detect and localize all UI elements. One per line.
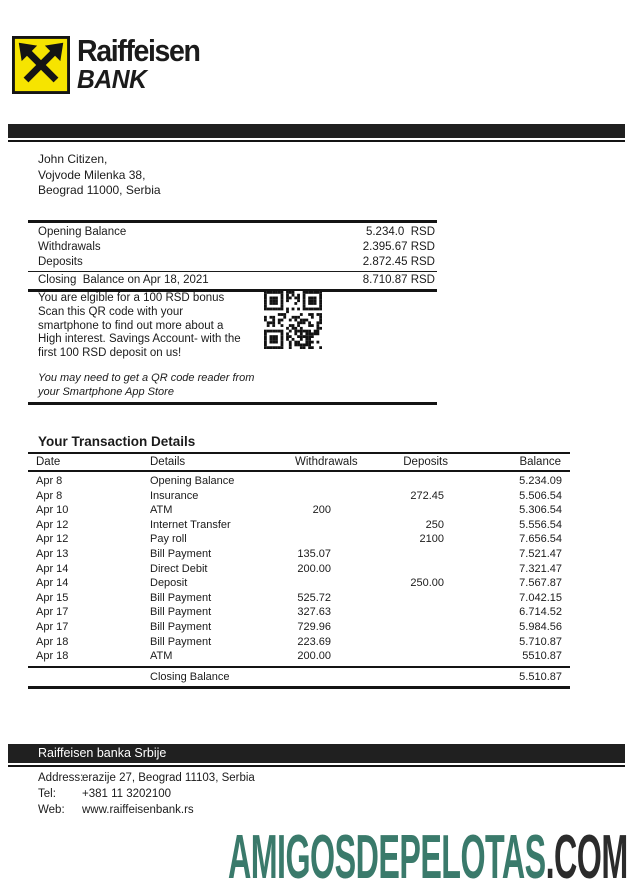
transaction-row xyxy=(28,635,570,650)
note-line: You may need to get a QR code reader from xyxy=(38,372,255,384)
transaction-cell-date: Apr 12 xyxy=(36,533,69,546)
transaction-row xyxy=(28,591,570,606)
section-divider-line xyxy=(28,402,437,405)
summary-value: 5.234.0 RSD xyxy=(365,226,435,238)
transaction-cell-details: Deposit xyxy=(150,577,188,590)
closing-balance-value: 5.510.87 xyxy=(519,670,562,683)
transactions-title: Your Transaction Details xyxy=(38,434,196,449)
transaction-cell-withdrawals: 729.96 xyxy=(297,620,331,633)
transactions-closing-section xyxy=(28,666,570,689)
promo-line: first 100 RSD deposit on us! xyxy=(38,347,182,360)
transaction-row xyxy=(28,620,570,635)
transaction-cell-date: Apr 14 xyxy=(36,562,69,575)
summary-label: Deposits xyxy=(38,256,83,268)
summary-label: Withdrawals xyxy=(38,241,101,253)
summary-value: 2.395.67 RSD xyxy=(362,241,435,253)
transactions-closing-row xyxy=(28,668,570,686)
transaction-cell-date: Apr 8 xyxy=(36,475,63,487)
watermark-site: AMIGOSDEPELOTAS xyxy=(228,823,546,892)
transaction-cell-balance: 5.710.87 xyxy=(519,635,562,648)
qr-reader-note xyxy=(38,372,254,399)
transactions-header-row xyxy=(28,454,570,472)
transaction-cell-withdrawals: 525.72 xyxy=(297,591,331,604)
transaction-cell-details: ATM xyxy=(150,504,173,517)
note-line: your Smartphone App Store xyxy=(38,385,174,398)
header-divider-bar xyxy=(8,124,625,138)
promo-line: smartphone to find out more about a xyxy=(38,319,224,332)
transaction-cell-withdrawals: 135.07 xyxy=(297,547,331,560)
transaction-cell-deposits xyxy=(347,547,448,562)
transaction-cell-balance: 5.556.54 xyxy=(519,518,562,531)
transaction-cell-details: Pay roll xyxy=(150,533,187,546)
transaction-cell-withdrawals xyxy=(279,576,331,591)
transaction-cell-details: Bill Payment xyxy=(150,606,212,619)
col-header-details: Details xyxy=(150,456,186,468)
summary-row-withdrawals xyxy=(28,240,437,255)
transaction-cell-balance: 5.984.56 xyxy=(519,620,562,633)
transaction-cell-date: Apr 14 xyxy=(36,577,69,590)
transaction-cell-details: Internet Transfer xyxy=(150,518,231,531)
transaction-cell-balance: 5.234.09 xyxy=(519,475,562,487)
transaction-row xyxy=(28,576,570,591)
transaction-cell-deposits xyxy=(347,562,448,577)
customer-street: Vojvode Milenka 38, xyxy=(38,167,146,182)
closing-balance-label: Closing Balance xyxy=(150,670,230,683)
brand-name: Raiffeisen xyxy=(77,33,200,68)
transaction-cell-deposits xyxy=(347,503,448,518)
tel-value: +381 11 3202100 xyxy=(82,788,172,801)
transaction-cell-deposits xyxy=(347,635,448,650)
tel-label: Tel: xyxy=(38,788,56,801)
transaction-row xyxy=(28,474,570,489)
customer-address-block xyxy=(38,152,161,199)
brand-bank-word: BANK xyxy=(77,64,147,94)
promo-line: Scan this QR code with your xyxy=(38,305,184,318)
transaction-cell-details: Direct Debit xyxy=(150,562,208,575)
transaction-cell-balance: 6.714.52 xyxy=(519,606,562,619)
transactions-body xyxy=(28,472,570,666)
transaction-row xyxy=(28,518,570,533)
summary-value: 2.872.45 RSD xyxy=(362,256,435,268)
summary-row-opening xyxy=(28,225,437,240)
transaction-cell-date: Apr 8 xyxy=(36,489,63,502)
transaction-row xyxy=(28,503,570,518)
summary-closing-label: Closing Balance on Apr 18, 2021 xyxy=(38,274,209,286)
col-header-deposits: Deposits xyxy=(403,456,448,468)
transaction-cell-withdrawals xyxy=(279,532,331,547)
promo-line: You are elgible for a 100 RSD bonus xyxy=(38,292,225,304)
transaction-cell-withdrawals: 223.69 xyxy=(297,635,331,648)
transaction-cell-deposits: 272.45 xyxy=(410,489,444,502)
transaction-cell-details: Opening Balance xyxy=(150,475,235,487)
transaction-cell-date: Apr 12 xyxy=(36,518,69,531)
web-label: Web: xyxy=(38,804,65,817)
contact-address-row xyxy=(38,770,255,786)
transaction-cell-withdrawals xyxy=(279,518,331,533)
transaction-cell-details: Bill Payment xyxy=(150,591,212,604)
transaction-cell-balance: 7.567.87 xyxy=(519,577,562,590)
transaction-cell-deposits: 250.00 xyxy=(410,577,444,590)
transaction-row xyxy=(28,649,570,664)
transaction-cell-withdrawals xyxy=(279,489,331,504)
transactions-table xyxy=(28,452,570,689)
transaction-cell-withdrawals: 200.00 xyxy=(297,562,331,575)
web-value: www.raiffeisenbank.rs xyxy=(82,804,194,817)
watermark-tld: .COM xyxy=(545,823,628,892)
contact-web-row xyxy=(38,802,255,818)
transaction-cell-date: Apr 18 xyxy=(36,635,69,648)
site-watermark xyxy=(228,822,628,893)
promo-text-block xyxy=(38,292,278,361)
contact-tel-row xyxy=(38,786,255,802)
balance-summary-table xyxy=(28,220,437,292)
footer-bank-bar xyxy=(8,744,625,763)
transaction-cell-withdrawals: 327.63 xyxy=(297,606,331,619)
raiffeisen-gable-cross-icon xyxy=(12,36,70,94)
customer-city: Beograd 11000, Serbia xyxy=(38,183,161,197)
transaction-cell-date: Apr 18 xyxy=(36,650,69,663)
transaction-cell-deposits: 250 xyxy=(425,518,444,531)
transaction-row xyxy=(28,532,570,547)
brand-wordmark xyxy=(77,35,210,93)
transaction-cell-details: ATM xyxy=(150,650,173,663)
transaction-cell-balance: 7.321.47 xyxy=(519,562,562,575)
transaction-cell-deposits: 2100 xyxy=(419,533,444,546)
promo-line: High interest. Savings Account- with the xyxy=(38,333,241,346)
bank-contact-block xyxy=(38,770,255,819)
transaction-cell-deposits xyxy=(347,605,448,620)
transaction-cell-details: Bill Payment xyxy=(150,547,212,560)
transaction-cell-date: Apr 17 xyxy=(36,606,69,619)
transaction-cell-date: Apr 15 xyxy=(36,591,69,604)
col-header-date: Date xyxy=(36,456,61,468)
summary-row-deposits xyxy=(28,255,437,270)
summary-label: Opening Balance xyxy=(38,226,127,238)
footer-bank-name: Raiffeisen banka Srbije xyxy=(38,746,167,760)
transaction-cell-withdrawals: 200.00 xyxy=(297,650,331,663)
transaction-cell-date: Apr 13 xyxy=(36,547,69,560)
transaction-cell-details: Insurance xyxy=(150,489,199,502)
transaction-cell-details: Bill Payment xyxy=(150,620,212,633)
transaction-cell-deposits xyxy=(347,474,448,489)
transaction-cell-balance: 5.506.54 xyxy=(519,489,562,502)
transaction-row xyxy=(28,547,570,562)
header-divider-shadow xyxy=(8,140,625,142)
transaction-cell-details: Bill Payment xyxy=(150,635,212,648)
qr-code xyxy=(264,291,322,349)
transaction-cell-deposits xyxy=(347,591,448,606)
customer-name: John Citizen, xyxy=(38,152,108,166)
transaction-row xyxy=(28,605,570,620)
address-label: Address: xyxy=(38,772,84,784)
col-header-withdrawals: Withdrawals xyxy=(295,456,358,468)
transaction-row xyxy=(28,562,570,577)
transaction-cell-balance: 7.042.15 xyxy=(519,591,562,604)
transaction-cell-balance: 5510.87 xyxy=(522,650,562,663)
transaction-cell-balance: 7.521.47 xyxy=(519,547,562,560)
transaction-cell-balance: 5.306.54 xyxy=(519,504,562,517)
transaction-cell-withdrawals xyxy=(279,474,331,489)
footer-bar-shadow xyxy=(8,765,625,767)
col-header-balance: Balance xyxy=(519,456,561,468)
transaction-cell-date: Apr 10 xyxy=(36,504,69,517)
summary-closing-value: 8.710.87 RSD xyxy=(362,274,435,286)
transaction-cell-date: Apr 17 xyxy=(36,620,69,633)
transaction-cell-balance: 7.656.54 xyxy=(519,533,562,546)
address-value: erazije 27, Beograd 11103, Serbia xyxy=(82,772,255,784)
transaction-cell-deposits xyxy=(347,649,448,664)
summary-row-closing xyxy=(28,272,437,289)
transaction-cell-deposits xyxy=(347,620,448,635)
transaction-row xyxy=(28,489,570,504)
transaction-cell-withdrawals: 200 xyxy=(312,504,331,517)
